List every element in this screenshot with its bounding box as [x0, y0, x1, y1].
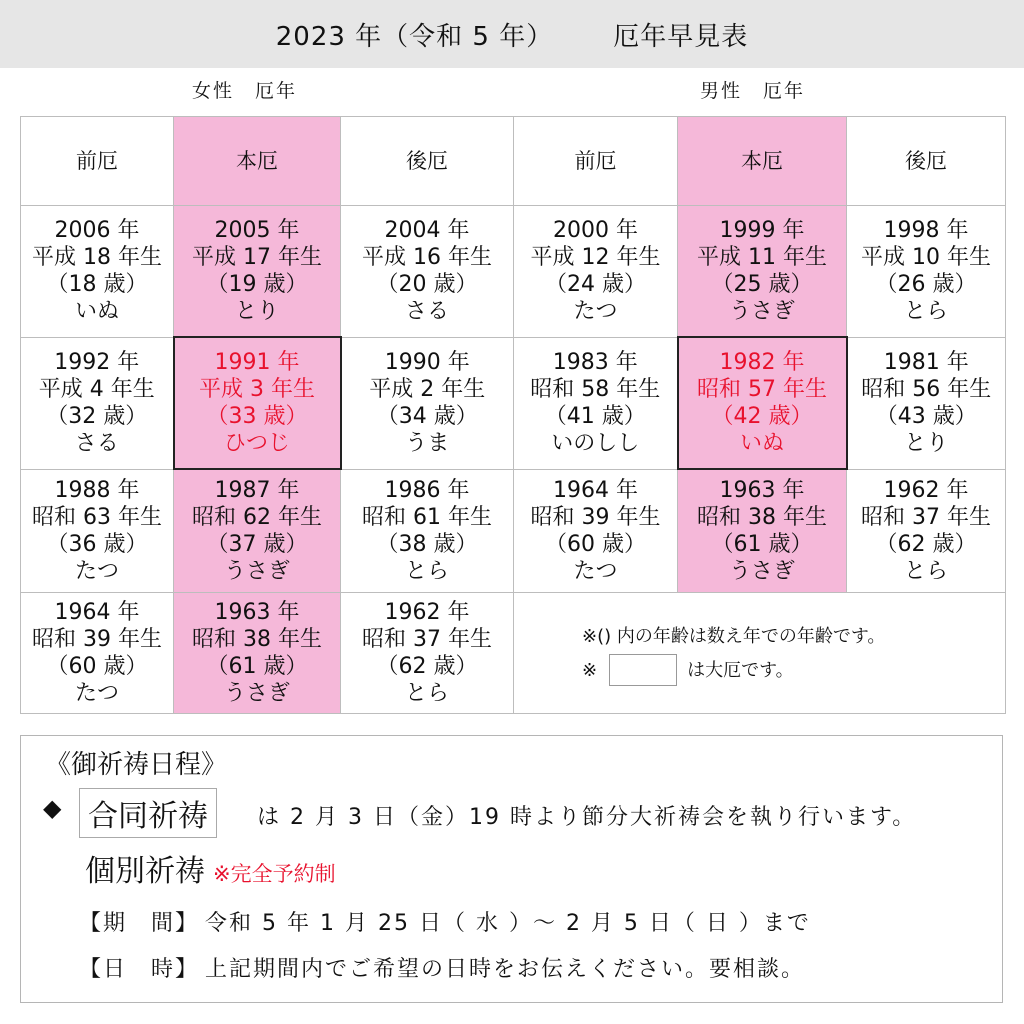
cell: 1999 年 平成 11 年生 （25 歳） うさぎ: [678, 206, 847, 338]
schedule-box: [20, 735, 1003, 1003]
title-year: 2023 年（令和 5 年）: [275, 21, 554, 52]
cell: 2006 年 平成 18 年生 （18 歳） いぬ: [21, 206, 174, 338]
cell: 2005 年 平成 17 年生 （19 歳） とり: [174, 206, 341, 338]
cell: 1990 年 平成 2 年生 （34 歳） うま: [341, 337, 514, 469]
col-header-honyaku: 本厄: [174, 117, 341, 206]
table-row: [21, 469, 1006, 593]
cell: 1987 年 昭和 62 年生 （37 歳） うさぎ: [174, 469, 341, 593]
col-header-honyaku: 本厄: [678, 117, 847, 206]
col-header-maeyaku: 前厄: [21, 117, 174, 206]
notes-cell: [514, 593, 1006, 714]
schedule-title: 《御祈祷日程》: [45, 750, 228, 780]
hours-value: 上記期間内でご希望の日時をお伝えください。要相談。: [205, 957, 806, 982]
cell: 1988 年 昭和 63 年生 （36 歳） たつ: [21, 469, 174, 593]
reservation-note: ※完全予約制: [213, 862, 336, 886]
cell: 1983 年 昭和 58 年生 （41 歳） いのしし: [514, 337, 678, 469]
male-header: 男性 厄年: [700, 80, 806, 102]
taiyaku-cell: 1982 年 昭和 57 年生 （42 歳） いぬ: [678, 337, 847, 469]
period-line: [79, 906, 811, 937]
cell: 1981 年 昭和 56 年生 （43 歳） とり: [847, 337, 1006, 469]
joint-prayer-label: 合同祈祷: [79, 788, 217, 838]
cell: 1963 年 昭和 38 年生 （61 歳） うさぎ: [678, 469, 847, 593]
taiyaku-cell: 1991 年 平成 3 年生 （33 歳） ひつじ: [174, 337, 341, 469]
col-header-atoyaku: 後厄: [847, 117, 1006, 206]
table-row: [21, 206, 1006, 338]
hours-label: 【日 時】: [79, 957, 200, 982]
diamond-bullet-icon: ◆: [43, 794, 62, 822]
period-value: 令和 5 年 1 月 25 日（ 水 ）～ 2 月 5 日（ 日 ）まで: [205, 911, 811, 936]
col-header-atoyaku: 後厄: [341, 117, 514, 206]
cell: 1962 年 昭和 37 年生 （62 歳） とら: [341, 593, 514, 714]
note-line-2: ※ は大厄です。: [582, 653, 1005, 687]
female-header: 女性 厄年: [192, 80, 298, 102]
col-header-maeyaku: 前厄: [514, 117, 678, 206]
period-label: 【期 間】: [79, 911, 200, 936]
cell: 2004 年 平成 16 年生 （20 歳） さる: [341, 206, 514, 338]
header-row: [21, 117, 1006, 206]
table-row: [21, 337, 1006, 469]
cell: 2000 年 平成 12 年生 （24 歳） たつ: [514, 206, 678, 338]
individual-prayer: [85, 846, 336, 890]
cell: 1962 年 昭和 37 年生 （62 歳） とら: [847, 469, 1006, 593]
joint-prayer-description: は 2 月 3 日（金）19 時より節分大祈祷会を執り行います。: [257, 805, 917, 830]
cell: 1964 年 昭和 39 年生 （60 歳） たつ: [21, 593, 174, 714]
cell: 1964 年 昭和 39 年生 （60 歳） たつ: [514, 469, 678, 593]
cell: 1986 年 昭和 61 年生 （38 歳） とら: [341, 469, 514, 593]
title-main: 厄年早見表: [613, 21, 749, 52]
note-line-1: ※() 内の年齢は数え年での年齢です。: [582, 625, 886, 647]
cell: 1992 年 平成 4 年生 （32 歳） さる: [21, 337, 174, 469]
individual-prayer-label: 個別祈祷: [85, 854, 205, 889]
hours-line: [79, 952, 805, 983]
cell: 1998 年 平成 10 年生 （26 歳） とら: [847, 206, 1006, 338]
table-row: [21, 593, 1006, 714]
yakudoshi-table: [20, 116, 1006, 714]
taiyaku-legend-box: [609, 654, 677, 686]
title-bar: [0, 0, 1024, 68]
cell: 1963 年 昭和 38 年生 （61 歳） うさぎ: [174, 593, 341, 714]
